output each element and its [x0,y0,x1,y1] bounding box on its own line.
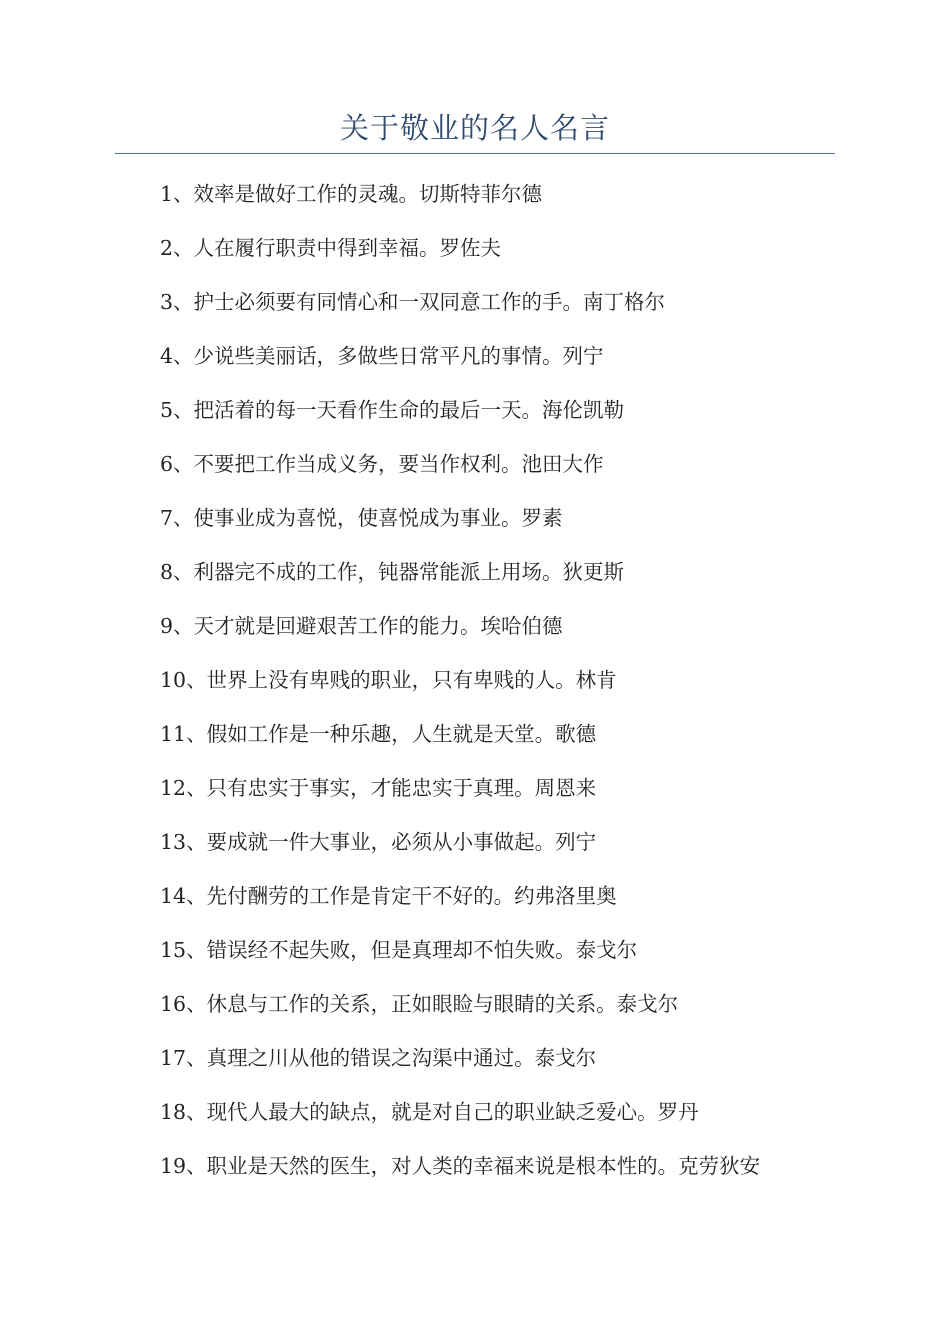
quote-item: 19、职业是天然的医生，对人类的幸福来说是根本性的。克劳狄安 [160,1154,761,1178]
quote-item: 9、天才就是回避艰苦工作的能力。埃哈伯德 [160,614,563,638]
quote-item: 1、效率是做好工作的灵魂。切斯特菲尔德 [160,182,543,206]
quote-item: 18、现代人最大的缺点，就是对自己的职业缺乏爱心。罗丹 [160,1100,699,1124]
quote-list [160,176,840,1202]
quote-item: 11、假如工作是一种乐趣，人生就是天堂。歌德 [160,722,597,746]
quote-item: 14、先付酬劳的工作是肯定干不好的。约弗洛里奥 [160,884,617,908]
quote-item: 5、把活着的每一天看作生命的最后一天。海伦凯勒 [160,398,625,422]
quote-item: 16、休息与工作的关系，正如眼睑与眼睛的关系。泰戈尔 [160,992,679,1016]
page-title: 关于敬业的名人名言 [339,111,610,145]
quote-item: 10、世界上没有卑贱的职业，只有卑贱的人。林肯 [160,668,617,692]
quote-item: 15、错误经不起失败，但是真理却不怕失败。泰戈尔 [160,938,638,962]
quote-item: 8、利器完不成的工作，钝器常能派上用场。狄更斯 [160,560,625,584]
quote-item: 12、只有忠实于事实，才能忠实于真理。周恩来 [160,776,597,800]
quote-item: 2、人在履行职责中得到幸福。罗佐夫 [160,236,502,260]
quote-item: 3、护士必须要有同情心和一双同意工作的手。南丁格尔 [160,290,666,314]
quote-item: 6、不要把工作当成义务，要当作权利。池田大作 [160,452,604,476]
quote-item: 4、少说些美丽话，多做些日常平凡的事情。列宁 [160,344,604,368]
quote-item: 17、真理之川从他的错误之沟渠中通过。泰戈尔 [160,1046,597,1070]
title-underline [115,153,835,154]
quote-item: 7、使事业成为喜悦，使喜悦成为事业。罗素 [160,506,563,530]
quote-item: 13、要成就一件大事业，必须从小事做起。列宁 [160,830,597,854]
